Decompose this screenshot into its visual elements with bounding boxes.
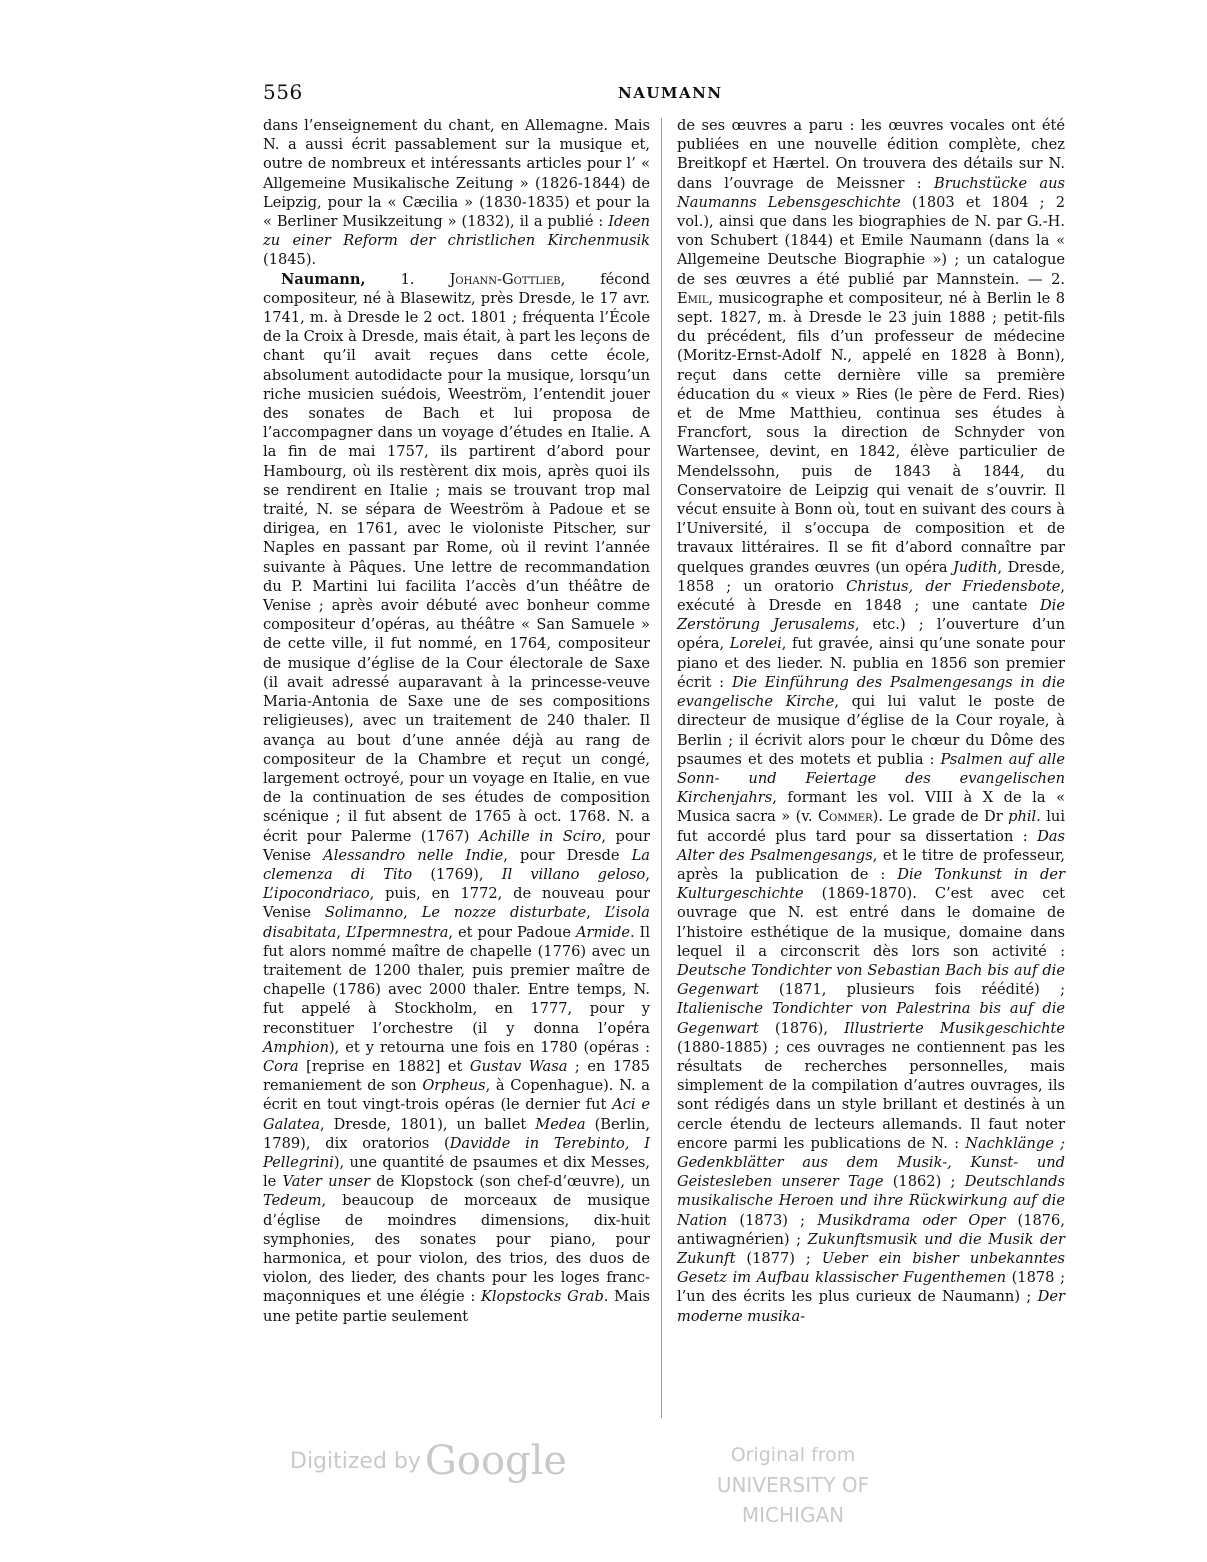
entry-continuation: de ses œuvres a paru : les œuvres vocales ont été publiées en une nouvelle édition complète, chez Breitkopf et Hærtel. On trouvera des détails sur N. dans l’ouvrage de Meissner : Bruchstücke aus Naumanns Lebensgeschichte (1803 et 1804 ; 2 vol.), ainsi que dans les biographies de N. par G.-H. von Schubert (1844) et Emile Naumann (dans la « Allgemeine Deutsche Biographie ») ; un catalogue de ses œuvres a été publié par Mannstein. — 2. Emil, musicographe et compositeur, né à Berlin le 8 sept. 1827, m. à Dresde le 23 juin 1888 ; petit-fils du précédent, fils d’un professeur de médecine (Moritz-Ernst-Adolf N., appelé en 1828 à Bonn), reçut dans cette dernière ville sa première éducation du « vieux » Ries (le père de Ferd. Ries) et de Mme Matthieu, continua ses études à Francfort, sous la direction de Schnyder von Wartensee, devint, en 1842, élève particulier de Mendelssohn, puis de 1843 à 1844, du Conservatoire de Leipzig qui venait de s’ouvrir. Il vécut ensuite à Bonn où, tout en suivant des cours à l’Université, il s’occupa de composition et de travaux littéraires. Il se fit d’abord connaître par quelques grandes œuvres (un opéra Judith, Dresde, 1858 ; un oratorio Christus, der Friedensbote, exécuté à Dresde en 1848 ; une cantate Die Zerstörung Jerusalems, etc.) ; l’ouverture d’un opéra, Lorelei, fut gravée, ainsi qu’une sonate pour piano et des lieder. N. publia en 1856 son premier écrit : Die Einführung des Psalmengesangs in die evangelische Kirche, qui lui valut le poste de directeur de musique d’église de la Cour royale, à Berlin ; il écrivit alors pour le chœur du Dôme des psaumes et des motets et publia : Psalmen auf alle Sonn- und Feiertage des evangelischen Kirchenjahrs, formant les vol. VIII à X de la « Musica sacra » (v. Commer). Le grade de Dr phil. lui fut accordé plus tard pour sa dissertation : Das Alter des Psalmengesangs, et le titre de professeur, après la publication de : Die Tonkunst in der Kulturgeschichte (1869-1870). C’est avec cet ouvrage que N. est entré dans le domaine de l’histoire esthétique de la musique, domaine dans lequel il a circonscrit dès lors son activité : Deutsche Tondichter von Sebastian Bach bis auf die Gegenwart (1871, plusieurs fois réédité) ; Italienische Tondichter von Palestrina bis auf die Gegenwart (1876), Illustrierte Musikgeschichte (1880-1885) ; ces ouvrages ne contiennent pas les résultats de recherches personnelles, mais simplement de la compilation d’autres ouvrages, ils sont rédigés dans un style brillant et destinés à un cercle étendu de lecteurs allemands. Il faut noter encore parmi les publications de N. : Nachklänge ; Gedenkblätter aus dem Musik-, Kunst- und Geistesleben unserer Tage (1862) ; Deutschlands musikalische Heroen und ihre Rückwirkung auf die Nation (1873) ; Musikdrama oder Oper (1876, antiwagnérien) ; Zukunftsmusik und die Musik der Zukunft (1877) ; Ueber ein bisher unbekanntes Gesetz im Aufbau klassischer Fugenthemen (1878 ; l’un des écrits les plus curieux de Naumann) ; Der moderne musika- bbox=[677, 117, 1065, 1325]
entry-name: Johann-Gottlieb bbox=[449, 270, 561, 288]
university-label: UNIVERSITY OF MICHIGAN bbox=[716, 1473, 870, 1527]
entry-naumann: Naumann, 1. Johann-Gottlieb, fécond compositeur, né à Blasewitz, près Dresde, le 17 avr. 1741, m. à Dresde le 2 oct. 1801 ; fréquenta l’École de la Croix à Dresde, mais était, à part les leçons de chant qu’il avait reçues dans cette école, absolument autodidacte pour la musique, lorsqu’un riche musicien suédois, Weeström, l’entendit jouer des sonates de Bach et lui proposa de l’accompagner dans un voyage d’études en Italie. A la fin de mai 1757, ils partirent d’abord pour Hambourg, où ils restèrent dix mois, après quoi ils se rendirent en Italie ; mais se trouvant trop mal traité, N. se sépara de Weeström à Padoue et se dirigea, en 1761, avec le violoniste Pitscher, sur Naples en passant par Rome, où il revint l’année suivante à Pâques. Une lettre de recommandation du P. Martini lui facilita l’accès d’un théâtre de Venise ; après avoir débuté avec bonheur comme compositeur d’opéras, au théâtre « San Samuele » de cette ville, il fut nommé, en 1764, compositeur de musique d’église de la Cour électorale de Saxe (il avait adressé auparavant à la princesse-veuve Maria-Antonia de Saxe une de ses compositions religieuses), avec un traitement de 240 thaler. Il avança au bout d’une année déjà au rang de compositeur de la Chambre et reçut un congé, largement octroyé, pour un voyage en Italie, en vue de la continuation de ses études de composition scénique ; il fut absent de 1765 à oct. 1768. N. a écrit pour Palerme (1767) Achille in Sciro, pour Venise Alessandro nelle Indie, pour Dresde La clemenza di Tito (1769), Il villano geloso, L’ipocondriaco, puis, en 1772, de nouveau pour Venise Solimanno, Le nozze disturbate, L’isola disabitata, L’Ipermnestra, et pour Padoue Armide. Il fut alors nommé maître de chapelle (1776) avec un traitement de 1200 thaler, puis premier maître de chapelle (1786) avec 2000 thaler. Entre temps, N. fut appelé à Stockholm, en 1777, pour y reconstituer l’orchestre (il y donna l’opéra Amphion), et y retourna une fois en 1780 (opéras : Cora [reprise en 1882] et Gustav Wasa ; en 1785 remaniement de son Orpheus, à Copenhague). N. a écrit en tout vingt-trois opéras (le dernier fut Aci e Galatea, Dresde, 1801), un ballet Medea (Berlin, 1789), dix oratorios (Davidde in Terebinto, I Pellegrini), une quantité de psaumes et dix Messes, le Vater unser de Klopstock (son chef-d’œuvre), un Tedeum, beaucoup de morceaux de musique d’église de moindres dimensions, dix-huit symphonies, des sonates pour piano, pour harmonica, et pour violon, des trios, des duos de violon, des lieder, des chants pour les loges franc-maçonniques et une élégie : Klopstocks Grab. Mais une petite partie seulement bbox=[263, 270, 651, 1325]
google-logo: Google bbox=[424, 1438, 568, 1484]
right-column bbox=[677, 116, 1065, 1326]
entry-headword: Naumann, bbox=[281, 270, 366, 288]
running-head: NAUMANN bbox=[618, 84, 723, 102]
entry-name-emil: Emil bbox=[677, 289, 709, 307]
digitized-by-watermark bbox=[290, 1438, 567, 1484]
original-from-label: Original from bbox=[730, 1444, 856, 1466]
left-column bbox=[263, 116, 650, 1326]
column-divider bbox=[661, 118, 662, 1418]
page-number: 556 bbox=[263, 80, 303, 104]
paragraph-continuation: dans l’enseignement du chant, en Allemagne. Mais N. a aussi écrit passablement sur la musique et, outre de nombreux et intéressants articles pour l’ « Allgemeine Musikalische Zeitung » (1826-1844) de Leipzig, pour la « Cæcilia » (1830-1835) et pour la « Berliner Musikzeitung » (1832), il a publié : Ideen zu einer Reform der christlichen Kirchenmusik (1845). bbox=[263, 117, 650, 269]
digitized-label: Digitized by bbox=[290, 1449, 421, 1474]
original-from-watermark bbox=[668, 1440, 918, 1530]
